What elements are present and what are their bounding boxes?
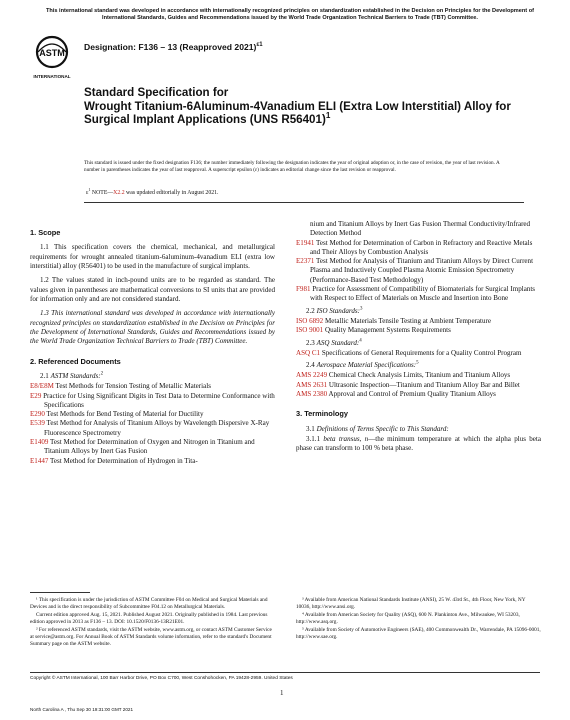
reference-item: E1447 Test Method for Determination of Hydrogen in Tita- xyxy=(30,456,198,465)
document-title xyxy=(84,86,524,127)
reference-link[interactable]: ISO 6892 xyxy=(296,316,324,325)
footnote-divider xyxy=(30,592,90,593)
reference-link[interactable]: ASQ C1 xyxy=(296,348,321,357)
reference-link[interactable]: E539 xyxy=(30,419,45,428)
reference-link[interactable]: AMS 2631 xyxy=(296,380,328,389)
footnote-4: ⁴ Available from American Society for Quality (ASQ), 600 N. Plankinton Ave., Milwaukee, WI 53203, http://www.asq.org. xyxy=(296,612,520,625)
logo-text: INTERNATIONAL xyxy=(33,74,71,79)
reference-link[interactable]: E29 xyxy=(30,391,42,400)
editorial-note: $\varepsilon^1$ NOTE—X2.2 was updated editorially in August 2021. xyxy=(86,187,219,196)
reference-item: E2371 Test Method for Analysis of Titanium and Titanium Alloys by Direct Current Plasma and Inductively Coupled Plasma Atomic Emission Spectrometry (Performance-Based Test Methodology) xyxy=(296,257,534,284)
designation-text: Designation: F136 – 13 (Reapproved 2021) xyxy=(84,42,257,52)
footer-divider xyxy=(30,672,540,673)
section-scope-heading: 1. Scope xyxy=(30,228,61,237)
paragraph-1-2: 1.2 The values stated in inch-pound units are to be regarded as standard. The values given in parentheses are mathematical conversions to SI units that are provided for information only and are not considered standard. xyxy=(30,276,275,303)
reference-item: ISO 9001 Quality Management Systems Requirements xyxy=(296,326,451,335)
footnote-1: ¹ This specification is under the jurisdiction of ASTM Committee F04 on Medical and Surgical Materials and Devices and is the direct responsibility of Subcommittee F04.12 on Metallurgical Materials. xyxy=(30,597,268,610)
note-link-x2-2[interactable]: X2.2 xyxy=(113,190,125,196)
reference-link[interactable]: E1447 xyxy=(30,456,49,465)
definition-beta-transus: 3.1.1 beta transus, n—the minimum temperature at which the alpha plus beta phase can transform to 100 % beta phase. xyxy=(296,434,542,453)
right-column xyxy=(296,220,541,459)
title-footnote-mark: 1 xyxy=(325,111,331,121)
footnote-2: ² For referenced ASTM standards, visit the ASTM website, www.astm.org, or contact ASTM Customer Service at service@astm.org. For Annual Book of ASTM Standards volume information, refer to the standard's Document Summary page on the ASTM website. xyxy=(30,627,272,647)
reference-link[interactable]: E1941 xyxy=(296,238,315,247)
reference-item: F981 Practice for Assessment of Compatibility of Biomaterials for Surgical Implants with Respect to Effect of Materials on Muscle and Insertion into Bone xyxy=(296,285,536,303)
reference-item: E290 Test Methods for Bend Testing of Material for Ductility xyxy=(30,410,204,419)
copyright-line: Copyright © ASTM International, 100 Barr Harbor Drive, PO Box C700, West Conshohocken, PA 19428-2959. United States xyxy=(30,676,293,681)
reference-item: AMS 2249 Chemical Check Analysis Limits, Titanium and Titanium Alloys xyxy=(296,371,511,380)
reference-link[interactable]: ISO 9001 xyxy=(296,326,324,335)
title-line-2: Wrought Titanium-6Aluminum-4Vanadium ELI (Extra Low Interstitial) Alloy for Surgical Implant Applications (UNS R56401) xyxy=(84,99,511,127)
reference-item: E1941 Test Method for Determination of Carbon in Refractory and Reactive Metals and Their Alloys by Combustion Analysis xyxy=(296,238,533,256)
section-terminology-heading: 3. Terminology xyxy=(296,409,349,419)
section-referenced-documents-heading: 2. Referenced Documents xyxy=(30,356,121,366)
reference-item: ASQ C1 Specifications of General Requirements for a Quality Control Program xyxy=(296,348,522,357)
reference-item: E1409 Test Method for Determination of Oxygen and Nitrogen in Titanium and Titanium Alloys by Inert Gas Fusion xyxy=(30,438,255,456)
definitions-label: 3.1 Definitions of Terms Specific to This Standard: xyxy=(306,424,449,433)
reference-item: AMS 2380 Approval and Control of Premium Quality Titanium Alloys xyxy=(296,390,496,399)
reference-link[interactable]: E1409 xyxy=(30,438,49,447)
reference-item: E29 Practice for Using Significant Digits in Test Data to Determine Conformance with Specifications xyxy=(30,391,275,409)
download-stamp: North Carolina A , Thu Sep 30 19:31:00 GMT 2021 xyxy=(30,707,133,712)
ams-label: 2.4 Aerospace Material Specifications:$^5$ xyxy=(306,360,419,370)
page-number: 1 xyxy=(280,689,284,697)
left-column xyxy=(30,220,275,466)
designation xyxy=(84,42,263,52)
footnote-3: ³ Available from American National Standards Institute (ANSI), 25 W. 43rd St., 4th Floor, New York, NY 10036, http://www.ansi.org. xyxy=(296,597,526,610)
issuance-note: This standard is issued under the fixed designation F136; the number immediately following the designation indicates the year of original adoption or, in the case of revision, the year of last revision. A number in parentheses indicates the year of last reapproval. A superscript epsilon (ε) indicates an editorial change since the last revision or reapproval. xyxy=(84,160,500,174)
right-footnotes xyxy=(296,592,541,642)
reference-link[interactable]: E8/E8M xyxy=(30,382,54,391)
paragraph-1-1: 1.1 This specification covers the chemical, mechanical, and metallurgical requirements for wrought annealed titanium-6aluminum-4vanadium ELI (extra low interstitial) alloy (R56401) to be used in the manufacture of surgical implants. xyxy=(30,243,275,270)
footnote-5: ⁵ Available from Society of Automotive Engineers (SAE), 400 Commonwealth Dr., Warrendale, PA 15096-0001, http://www.sae.org. xyxy=(296,627,541,640)
reference-link[interactable]: AMS 2380 xyxy=(296,390,328,399)
reference-link[interactable]: E290 xyxy=(30,410,45,419)
astm-logo-icon xyxy=(32,34,72,80)
header-divider xyxy=(84,202,524,203)
paragraph-1-3: 1.3 This international standard was developed in accordance with internationally recognized principles on standardization established in the Decision on Principles for the Development of International Standards, Guides and Recommendations issued by the World Trade Organization Technical Barriers to Trade (TBT) Committee. xyxy=(30,309,275,346)
asq-standard-label: 2.3 ASQ Standard:$^4$ xyxy=(306,338,362,347)
reference-link[interactable]: F981 xyxy=(296,285,311,294)
svg-text:ASTM: ASTM xyxy=(39,48,65,58)
top-notice: This international standard was developed in accordance with internationally recognized principles on standardization established in the Decision on Principles for the Development of International Standards, Guides and Recommendations issued by the World Trade Organization Technical Barriers to Trade (TBT) Committee. xyxy=(46,8,534,21)
iso-standards-label: 2.2 ISO Standards:$^3$ xyxy=(306,306,363,315)
footnote-1-edition: Current edition approved Aug. 15, 2021. Published August 2021. Originally published in 1984. Last previous edition approved in 2013 as F136 – 13. DOI: 10.1520/F0136-13R21E01. xyxy=(30,612,268,625)
reference-item: E8/E8M Test Methods for Tension Testing of Metallic Materials xyxy=(30,382,211,391)
reference-link[interactable]: E2371 xyxy=(296,257,315,266)
reference-item: E539 Test Method for Analysis of Titanium Alloys by Wavelength Dispersive X-Ray Fluorescence Spectrometry xyxy=(30,419,270,437)
designation-epsilon: ε1 xyxy=(256,42,263,49)
reference-link[interactable]: AMS 2249 xyxy=(296,371,328,380)
reference-continuation: nium and Titanium Alloys by Inert Gas Fusion Thermal Conductivity/Infrared Detection Method xyxy=(310,220,531,238)
reference-item: ISO 6892 Metallic Materials Tensile Testing at Ambient Temperature xyxy=(296,316,492,325)
reference-item: AMS 2631 Ultrasonic Inspection—Titanium and Titanium Alloy Bar and Billet xyxy=(296,380,520,389)
title-line-1: Standard Specification for xyxy=(84,86,229,99)
left-footnotes xyxy=(30,592,275,649)
astm-standards-label: 2.1 ASTM Standards:$^2$ xyxy=(40,371,104,380)
